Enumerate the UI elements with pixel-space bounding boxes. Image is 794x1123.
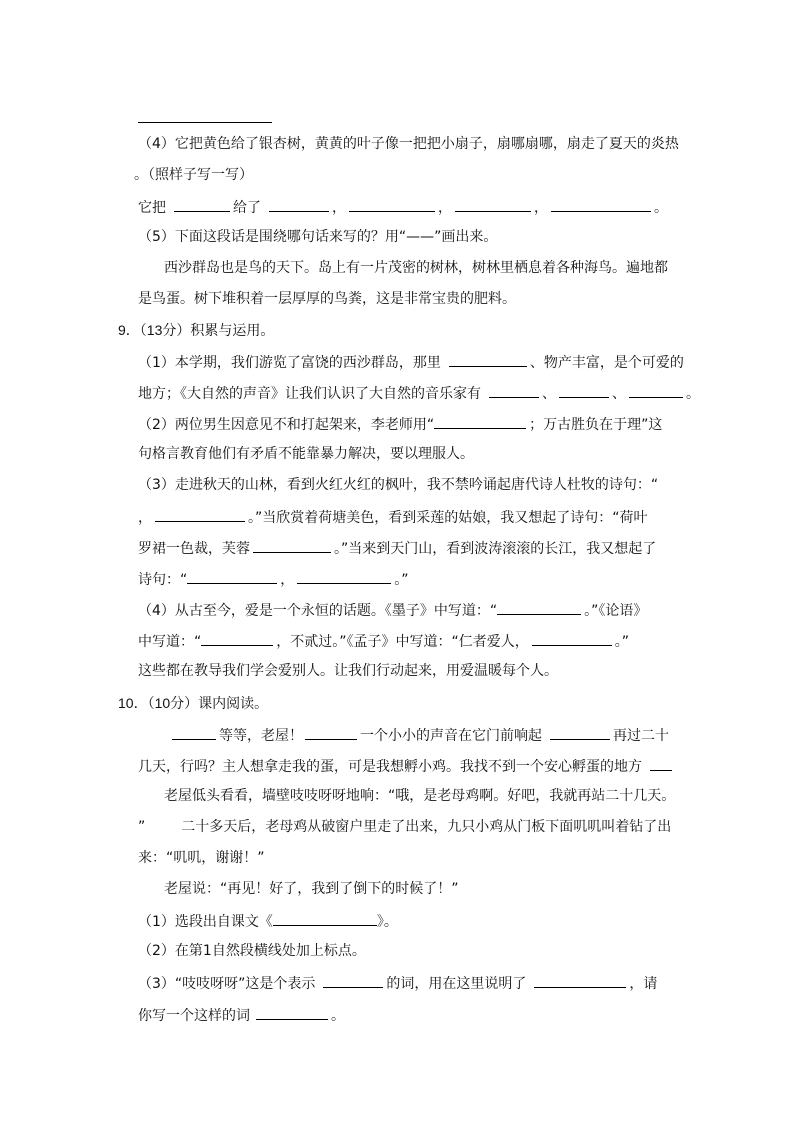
q9-2-line-a xyxy=(138,413,662,435)
q8-4-word-2: 给了 xyxy=(233,200,261,216)
text: （4）从古至今，爱是一个永恒的话题。《墨子》中写道：“ xyxy=(138,603,498,619)
blank[interactable] xyxy=(155,506,245,522)
text: ，不贰过。”《孟子》中写道：“仁者爱人， xyxy=(276,634,529,650)
text: 一个小小的声音在它门前响起 xyxy=(360,728,542,744)
q10-reading-line-6: 老屋说：“再见！好了，我到了倒下的时候了！” xyxy=(164,881,459,897)
q10-reading-line-1 xyxy=(172,724,669,746)
q8-5-prompt: （5）下面这段话是围绕哪句话来写的？用“——”画出来。 xyxy=(138,229,498,245)
text: 、物产丰富，是个可爱的 xyxy=(529,355,684,371)
blank[interactable] xyxy=(650,755,672,771)
punct: 。 xyxy=(654,200,668,216)
text: 的词，用在这里说明了 xyxy=(386,976,527,992)
blank[interactable] xyxy=(174,196,230,212)
text: 中写道：“ xyxy=(138,634,202,650)
blank[interactable] xyxy=(534,972,626,988)
text: 、 xyxy=(612,386,626,402)
text: 诗句：“ xyxy=(138,572,188,588)
blank[interactable] xyxy=(256,1004,328,1020)
blank[interactable] xyxy=(269,196,329,212)
q8-4-fill-line xyxy=(138,196,668,218)
text: ；万古胜负在于理”这 xyxy=(529,417,663,433)
text: 。” xyxy=(614,634,630,650)
blank[interactable] xyxy=(497,599,581,615)
text: （2）两位男生因意见不和打起架来，李老师用“ xyxy=(138,417,435,433)
text: ” xyxy=(138,819,146,835)
text: 。” xyxy=(394,572,409,588)
text: ，请 xyxy=(629,976,658,992)
q10-reading-line-4 xyxy=(138,817,671,837)
text: 。”《论语》 xyxy=(584,603,648,619)
q10-3-line-b xyxy=(138,1004,345,1026)
text: ， xyxy=(138,510,152,526)
q10-heading: 10．（10分）课内阅读。 xyxy=(118,695,269,711)
q9-1-line-a xyxy=(138,351,684,373)
text: （3）“吱吱呀呀”这是个表示 xyxy=(138,976,316,992)
text: 。”当来到天门山，看到波涛滚滚的长江，我又想起了 xyxy=(334,541,657,557)
q9-1-line-b xyxy=(138,382,700,404)
blank[interactable] xyxy=(305,724,357,740)
q10-reading-line-3: 老屋低头看看，墙壁吱吱呀呀地响：“哦，是老母鸡啊。好吧，我就再站二十几天。 xyxy=(164,788,676,804)
text: （1）本学期，我们游览了富饶的西沙群岛，那里 xyxy=(138,355,441,371)
blank[interactable] xyxy=(253,537,331,553)
q8-4-instruction: 。（照样子写一写） xyxy=(134,167,253,183)
q9-3-line-b xyxy=(138,506,648,528)
q9-3-line-a: （3）走进秋天的山林，看到火红火红的枫叶，我不禁吟诵起唐代诗人杜牧的诗句：“ xyxy=(138,477,659,493)
text: 。 xyxy=(686,386,700,402)
punct: ， xyxy=(534,200,548,216)
blank[interactable] xyxy=(273,910,377,926)
q10-1 xyxy=(138,910,398,932)
q8-4-prompt: （4）它把黄色给了银杏树，黄黄的叶子像一把把小扇子，扇哪扇哪，扇走了夏天的炎热 xyxy=(138,136,679,152)
blank[interactable] xyxy=(172,724,216,740)
punct: ， xyxy=(438,200,452,216)
answer-line-top[interactable] xyxy=(138,107,272,129)
q10-reading-line-2 xyxy=(138,755,675,777)
q10-2: （2）在第1自然段横线处加上标点。 xyxy=(138,943,366,959)
q9-heading: 9．（13分）积累与运用。 xyxy=(118,322,275,338)
text: 再过二十 xyxy=(613,728,669,744)
text: 罗裙一色裁，芙蓉 xyxy=(138,541,250,557)
q9-4-line-c: 这些都在教导我们学会爱别人。让我们行动起来，用爱温暖每个人。 xyxy=(138,663,558,679)
text: 、 xyxy=(542,386,556,402)
blank[interactable] xyxy=(532,630,612,646)
q8-passage-line-2: 是鸟蛋。树下堆积着一层厚厚的鸟粪，这是非常宝贵的肥料。 xyxy=(138,291,516,307)
text: 二十多天后，老母鸡从破窗户里走了出来，九只小鸡从门板下面叽叽叫着钻了出 xyxy=(181,819,672,835)
blank[interactable] xyxy=(559,382,609,398)
blank[interactable] xyxy=(297,568,391,584)
q10-reading-line-5: 来：“叽叽，谢谢！” xyxy=(138,850,265,866)
blank[interactable] xyxy=(434,413,526,429)
text: 。”当欣赏着荷塘美色，看到采莲的姑娘，我又想起了诗句：“荷叶 xyxy=(248,510,648,526)
blank[interactable] xyxy=(201,630,273,646)
q9-3-line-c xyxy=(138,537,656,559)
blank[interactable] xyxy=(550,724,610,740)
q9-2-line-b: 句格言教育他们有矛盾不能靠暴力解决，要以理服人。 xyxy=(138,446,474,462)
blank[interactable] xyxy=(349,196,435,212)
q8-passage-line-1: 西沙群岛也是鸟的天下。岛上有一片茂密的树林，树林里栖息着各种海鸟。遍地都 xyxy=(164,260,668,276)
text: （1）选段出自课文《 xyxy=(138,914,273,930)
q10-3-line-a xyxy=(138,972,657,994)
q8-4-word-1: 它把 xyxy=(138,200,166,216)
text: 等等，老屋！ xyxy=(219,728,303,744)
blank[interactable] xyxy=(455,196,531,212)
q9-4-line-a xyxy=(138,599,647,621)
blank[interactable] xyxy=(629,382,683,398)
q9-3-line-d xyxy=(138,568,409,590)
blank[interactable] xyxy=(449,351,527,367)
blank[interactable] xyxy=(551,196,651,212)
text: 几天，行吗？主人想拿走我的蛋，可是我想孵小鸡。我找不到一个安心孵蛋的地方 xyxy=(138,759,642,775)
text: 地方；《大自然的声音》让我们认识了大自然的音乐家有 xyxy=(138,386,481,402)
text: 你写一个这样的词 xyxy=(138,1008,250,1024)
text: 。 xyxy=(331,1008,345,1024)
blank[interactable] xyxy=(323,972,383,988)
text: ， xyxy=(280,572,295,588)
blank[interactable] xyxy=(489,382,539,398)
q9-4-line-b xyxy=(138,630,629,652)
text: 》。 xyxy=(376,914,398,930)
punct: ， xyxy=(332,200,346,216)
blank[interactable] xyxy=(187,568,277,584)
